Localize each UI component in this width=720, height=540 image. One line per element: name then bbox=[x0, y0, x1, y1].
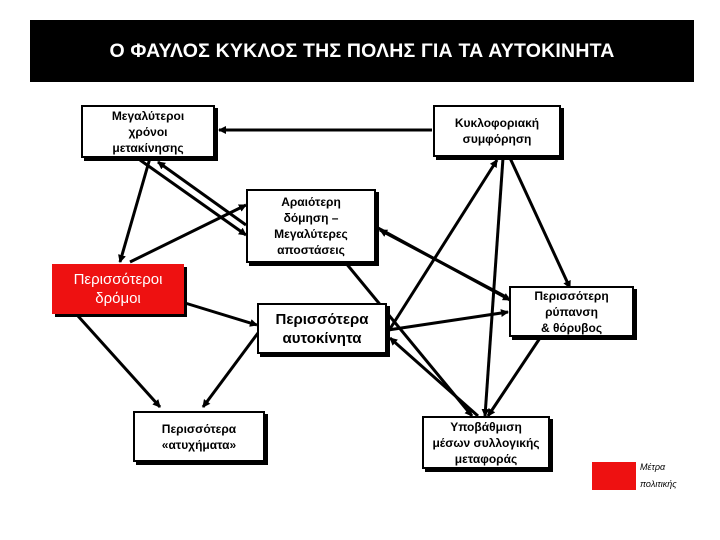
arrow-travel-times-to-roads bbox=[120, 158, 150, 262]
legend-label: Μέτρα πολιτικής bbox=[640, 462, 677, 489]
arrow-travel-times-to-cars bbox=[140, 160, 246, 235]
arrow-pollution-to-sparser bbox=[380, 230, 508, 298]
arrow-roads-to-cars bbox=[185, 303, 257, 325]
node-longer-travel-times: Μεγαλύτεροι χρόνοι μετακίνησης bbox=[81, 105, 215, 158]
node-more-pollution: Περισσότερη ρύπανση & θόρυβος bbox=[509, 286, 634, 337]
node-sparser-development: Αραιότερη δόμηση – Μεγαλύτερες αποστάσεις bbox=[246, 189, 376, 263]
arrow-cars-to-accidents bbox=[203, 333, 258, 407]
arrow-pt-to-cars bbox=[390, 338, 478, 416]
node-more-roads: Περισσότεροι δρόμοι bbox=[52, 264, 184, 314]
arrow-roads-to-sparser bbox=[130, 205, 246, 262]
node-more-cars: Περισσότερα αυτοκίνητα bbox=[257, 303, 387, 354]
node-public-transport-degradation: Υποβάθμιση μέσων συλλογικής μεταφοράς bbox=[422, 416, 550, 469]
diagram-title: Ο ΦΑΥΛΟΣ ΚΥΚΛΟΣ ΤΗΣ ΠΟΛΗΣ ΓΙΑ ΤΑ ΑΥΤΟΚΙΝΗΤΑ bbox=[30, 20, 694, 82]
arrow-sparser-to-travel-times bbox=[158, 162, 246, 225]
arrow-pollution-to-pt bbox=[488, 338, 540, 416]
arrow-congestion-to-pollution bbox=[510, 158, 570, 288]
node-more-accidents: Περισσότερα «ατυχήματα» bbox=[133, 411, 265, 462]
legend-swatch bbox=[592, 462, 636, 490]
arrow-roads-to-accidents bbox=[78, 316, 160, 407]
arrow-cars-to-congestion bbox=[388, 160, 497, 332]
node-traffic-congestion: Κυκλοφοριακή συμφόρηση bbox=[433, 105, 561, 157]
